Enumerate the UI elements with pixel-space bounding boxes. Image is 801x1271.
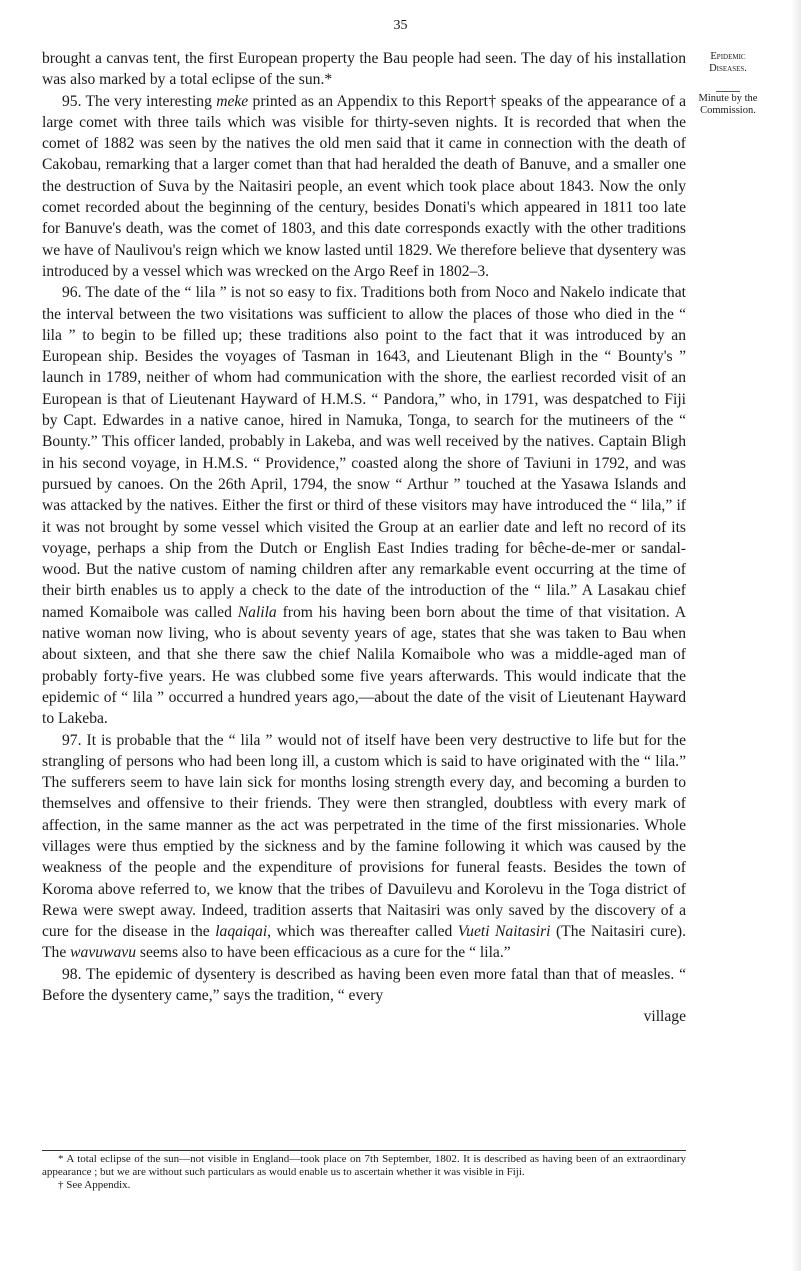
catchword: village	[643, 1008, 686, 1026]
paragraph-95-text-a: 95. The very interesting	[62, 92, 217, 110]
paragraph-continued: brought a canvas tent, the first European property the Bau people had seen. The day of his installation was also marked by a total eclipse of the sun.*	[42, 50, 686, 89]
paragraph-96-text-b: from his having been born about the time of that visitation. A native woman now living, who is about seventy years of age, states that she was taken to Bau when about sixteen, and that she there saw the chief Nalila Komaibole who was a middle-aged man of probably forty-five years. He was clubbed some five years afterwards. This would indicate that the epidemic of “ lila ” occurred a hundred years ago,—about the date of the visit of Lieutenant Hayward to Lakeba.	[42, 603, 686, 728]
wavuwavu-term: wavuwavu	[70, 944, 136, 962]
footnote-eclipse: * A total eclipse of the sun—not visible in England—took place on 7th September, 1802. It is described as having been of an extraordinary appearance ; but we are without such particulars as would enable us to ascertain whether it was visible in Fiji.	[42, 1153, 686, 1178]
margin-note-epidemic-diseases: Epidemic Diseases.	[709, 51, 747, 74]
paragraph-95-text-b: printed as an Appendix to this Report† speaks of the appearance of a large comet with three tails which was visible for thirty-seven nights. It is recorded that when the comet of 1882 was seen by the natives the old men said that it came in connection with the death of Cakobau, remarking that a larger comet than that had heralded the death of Banuve, and a smaller one the destruction of Suva by the Naitasiri people, an event which took place about 1843. Now the only comet recorded about the beginning of the century, besides Donati's which appeared in 1811 too late for Banuve's death, was the comet of 1803, and this date corresponds exactly with the other traditions we have of Naulivou's reign which we know lasted until 1829. We therefore believe that dysentery was introduced by a vessel which was wrecked on the Argo Reef in 1802–3.	[42, 92, 686, 280]
paragraph-98: 98. The epidemic of dysentery is described as having been even more fatal than that of measles. “ Before the dysentery came,” says the tradition, “ every	[42, 965, 686, 1005]
meke-term: meke	[216, 92, 249, 110]
footnote-divider	[42, 1150, 686, 1151]
nalila-term: Nalila	[237, 603, 277, 621]
paragraph-97-text-a: 97. It is probable that the “ lila ” would not of itself have been very destructive to life but for the strangling of persons who had been long ill, a custom which is said to have originated with the “ lila.” The sufferers seem to have lain sick for months losing strength every day, and becoming a burden to themselves and offensive to their friends. They were then strangled, doubtless with every mark of affection, in the same manner as the act was perpetrated in the time of the first missionaries. Whole villages were thus emptied by the sickness and by the famine following it which was caused by the weakness of the people and the expenditure of provisions for funeral feasts. Besides the town of Koroma above referred to, we know that the tribes of Davuilevu and Korolevu in the Toga district of Rewa were swept away. Indeed, tradition asserts that Naitasiri was only saved by the discovery of a cure for the disease in the	[42, 731, 686, 941]
margin-divider	[716, 91, 740, 92]
margin-note-minute-by-commission: Minute by the Commission.	[698, 93, 758, 116]
paragraph-96	[42, 282, 686, 729]
paragraph-95	[42, 91, 686, 283]
page-number: 35	[393, 18, 408, 33]
paragraph-97-text-b: , which was thereafter called	[267, 923, 458, 941]
footnote-appendix: † See Appendix.	[58, 1179, 131, 1191]
footnotes	[42, 1153, 686, 1192]
paragraph-97-text-d: seems also to have been efficacious as a cure for the “ lila.”	[136, 944, 511, 962]
paragraph-96-text-a: 96. The date of the “ lila ” is not so easy to fix. Traditions both from Noco and Nakelo indicate that the interval between the two visitations was sufficient to allow the places of those who died in the “ lila ” to begin to be filled up; these traditions also point to the fact that it was introduced by an European ship. Besides the voyages of Tasman in 1643, and Lieutenant Bligh in the “ Bounty's ” launch in 1789, neither of whom had communication with the shore, the earliest recorded visit of an European is that of Lieutenant Hayward of H.M.S. “ Pandora,” who, in 1791, was despatched to Fiji by Capt. Edwardes in a native canoe, hired in Namuka, Tonga, to search for the mutineers of the “ Bounty.” This officer landed, probably in Lakeba, and was well received by the natives. Captain Bligh in his second voyage, in H.M.S. “ Providence,” coasted along the shore of Taviuni in 1792, and was pursued by canoes. On the 26th April, 1794, the snow “ Arthur ” touched at the Yasawa Islands and was attacked by the natives. Either the first or third of these visitors may have introduced the “ lila,” if it was not brought by some vessel which visited the Group at an earlier date and left no record of its voyage, perhaps a ship from the Dutch or English East Indies trading for bêche-de-mer or sandal-wood. But the native custom of naming children after any remarkable event occurring at the time of their birth enables us to apply a check to the date of the introduction of the “ lila.” A Lasakau chief named Komaibole was called	[42, 284, 686, 621]
laqaiqai-term: laqaiqai	[215, 923, 268, 941]
page-edge-shadow	[791, 0, 801, 1271]
paragraph-97-text-c: (The Naitasiri cure). The	[42, 923, 687, 962]
body-text	[42, 48, 686, 1028]
vueti-naitasiri-term: Vueti Naitasiri	[457, 923, 551, 941]
paragraph-97	[42, 730, 686, 964]
